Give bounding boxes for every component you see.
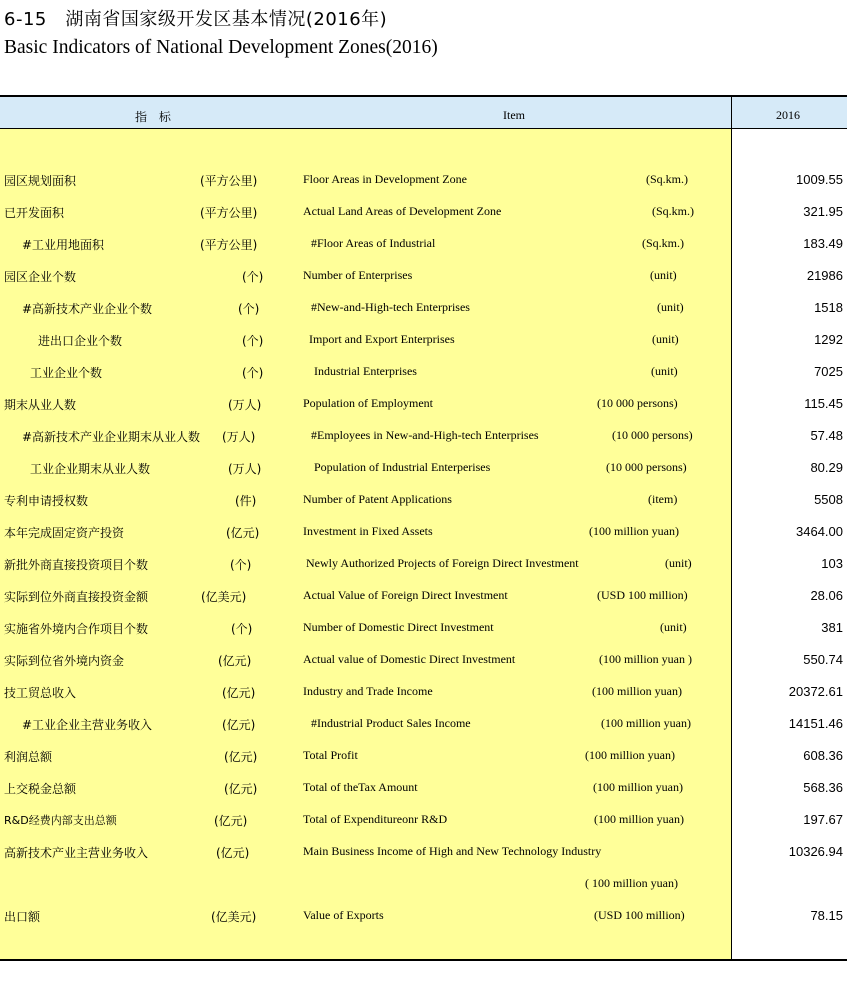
indicator-cn: 专利申请授权数 bbox=[4, 494, 89, 508]
indicator-en: Population of Industrial Enterperises bbox=[314, 460, 491, 474]
table-row bbox=[0, 201, 847, 221]
table-row bbox=[0, 585, 847, 605]
indicator-en: #Employees in New-and-High-tech Enterprises bbox=[311, 428, 539, 442]
table-row bbox=[0, 745, 847, 765]
indicator-en: Number of Patent Applications bbox=[303, 492, 452, 506]
unit-cn: (亿元) bbox=[224, 782, 258, 796]
unit-cn: (亿元) bbox=[222, 686, 256, 700]
indicator-en: Number of Enterprises bbox=[303, 268, 413, 282]
indicator-cn: 园区企业个数 bbox=[4, 270, 77, 284]
table-row bbox=[0, 425, 847, 445]
unit-en: (100 million yuan) bbox=[589, 524, 679, 538]
indicator-en: Import and Export Enterprises bbox=[309, 332, 455, 346]
indicator-cn: #工业企业主营业务收入 bbox=[22, 718, 153, 732]
unit-en: ( 100 million yuan) bbox=[585, 876, 678, 890]
unit-cn: (个) bbox=[231, 622, 253, 636]
table-row bbox=[0, 841, 847, 861]
value-2016: 568.36 bbox=[803, 780, 843, 795]
unit-en: (100 million yuan) bbox=[593, 780, 683, 794]
unit-en: (USD 100 million) bbox=[594, 908, 685, 922]
indicator-cn: 本年完成固定资产投资 bbox=[4, 526, 125, 540]
indicator-cn: 期末从业人数 bbox=[4, 398, 77, 412]
indicator-cn: 新批外商直接投资项目个数 bbox=[4, 558, 149, 572]
unit-cn: (个) bbox=[242, 270, 264, 284]
indicator-en: Main Business Income of High and New Technology Industry bbox=[303, 844, 602, 858]
unit-en: (10 000 persons) bbox=[597, 396, 678, 410]
unit-cn: (万人) bbox=[228, 398, 262, 412]
indicator-cn: 出口额 bbox=[4, 910, 41, 924]
unit-en: (USD 100 million) bbox=[597, 588, 688, 602]
table-row bbox=[0, 681, 847, 701]
table-row bbox=[0, 169, 847, 189]
indicator-cn: 利润总额 bbox=[4, 750, 53, 764]
indicator-en: Industrial Enterprises bbox=[314, 364, 417, 378]
unit-cn: (亿元) bbox=[218, 654, 252, 668]
indicator-cn: 工业企业期末从业人数 bbox=[30, 462, 151, 476]
indicator-cn: 实际到位外商直接投资金额 bbox=[4, 590, 149, 604]
header-year: 2016 bbox=[776, 108, 800, 122]
unit-cn: (亿元) bbox=[226, 526, 260, 540]
indicator-cn: 园区规划面积 bbox=[4, 174, 77, 188]
indicator-cn: #高新技术产业企业个数 bbox=[22, 302, 153, 316]
indicator-cn: 高新技术产业主营业务收入 bbox=[4, 846, 149, 860]
unit-en: (unit) bbox=[665, 556, 692, 570]
unit-en: (unit) bbox=[660, 620, 687, 634]
indicator-en: Actual Land Areas of Development Zone bbox=[303, 204, 502, 218]
unit-cn: (个) bbox=[230, 558, 252, 572]
table-row bbox=[0, 777, 847, 797]
unit-en: (Sq.km.) bbox=[652, 204, 694, 218]
table-row bbox=[0, 649, 847, 669]
table-row bbox=[0, 265, 847, 285]
unit-cn: (亿元) bbox=[214, 814, 248, 828]
unit-cn: (平方公里) bbox=[200, 238, 258, 252]
unit-cn: (平方公里) bbox=[200, 206, 258, 220]
indicator-cn: 进出口企业个数 bbox=[38, 334, 123, 348]
table-row bbox=[0, 489, 847, 509]
indicator-en: Newly Authorized Projects of Foreign Direct Investment bbox=[306, 556, 579, 570]
value-2016: 20372.61 bbox=[788, 684, 843, 699]
table-row bbox=[0, 873, 847, 893]
item-column-background bbox=[0, 129, 731, 960]
unit-cn: (平方公里) bbox=[200, 174, 258, 188]
unit-cn: (亿美元) bbox=[211, 910, 257, 924]
indicator-cn: 已开发面积 bbox=[4, 206, 65, 220]
value-2016: 14151.46 bbox=[788, 716, 843, 731]
unit-en: (100 million yuan) bbox=[585, 748, 675, 762]
unit-cn: (亿美元) bbox=[201, 590, 247, 604]
unit-cn: (万人) bbox=[228, 462, 262, 476]
unit-en: (Sq.km.) bbox=[642, 236, 684, 250]
table-row bbox=[0, 521, 847, 541]
unit-cn: (个) bbox=[242, 334, 264, 348]
indicator-cn: 实施省外境内合作项目个数 bbox=[4, 622, 149, 636]
table-header-row bbox=[0, 95, 847, 129]
value-2016: 1009.55 bbox=[796, 172, 843, 187]
table-row bbox=[0, 393, 847, 413]
header-item: Item bbox=[503, 108, 525, 122]
indicator-en: Value of Exports bbox=[303, 908, 384, 922]
indicator-cn: 技工贸总收入 bbox=[4, 686, 77, 700]
indicator-cn: R&D经费内部支出总额 bbox=[4, 814, 117, 827]
unit-cn: (亿元) bbox=[216, 846, 250, 860]
value-2016: 381 bbox=[821, 620, 843, 635]
table-row bbox=[0, 553, 847, 573]
table-row bbox=[0, 905, 847, 925]
unit-en: (100 million yuan) bbox=[592, 684, 682, 698]
value-2016: 115.45 bbox=[804, 396, 843, 411]
unit-en: (unit) bbox=[657, 300, 684, 314]
page-title-chinese: 6-15 湖南省国家级开发区基本情况(2016年) bbox=[4, 9, 388, 30]
indicator-en: Number of Domestic Direct Investment bbox=[303, 620, 494, 634]
unit-en: (10 000 persons) bbox=[612, 428, 693, 442]
unit-cn: (亿元) bbox=[222, 718, 256, 732]
indicator-en: Total of theTax Amount bbox=[303, 780, 418, 794]
value-2016: 321.95 bbox=[803, 204, 843, 219]
table-row bbox=[0, 297, 847, 317]
value-2016: 197.67 bbox=[803, 812, 843, 827]
value-2016: 3464.00 bbox=[796, 524, 843, 539]
value-2016: 10326.94 bbox=[788, 844, 843, 859]
unit-cn: (件) bbox=[235, 494, 257, 508]
indicator-cn: 实际到位省外境内资金 bbox=[4, 654, 125, 668]
indicator-en: Floor Areas in Development Zone bbox=[303, 172, 467, 186]
value-2016: 183.49 bbox=[803, 236, 843, 251]
indicator-cn: #工业用地面积 bbox=[22, 238, 105, 252]
indicators-table bbox=[0, 95, 847, 962]
value-2016: 5508 bbox=[814, 492, 843, 507]
table-row bbox=[0, 329, 847, 349]
value-2016: 550.74 bbox=[803, 652, 843, 667]
value-2016: 7025 bbox=[814, 364, 843, 379]
indicator-en: #New-and-High-tech Enterprises bbox=[311, 300, 470, 314]
unit-en: (Sq.km.) bbox=[646, 172, 688, 186]
indicator-en: Population of Employment bbox=[303, 396, 433, 410]
value-2016: 80.29 bbox=[810, 460, 843, 475]
table-row bbox=[0, 457, 847, 477]
unit-en: (100 million yuan) bbox=[601, 716, 691, 730]
indicator-en: #Floor Areas of Industrial bbox=[311, 236, 436, 250]
unit-en: (10 000 persons) bbox=[606, 460, 687, 474]
indicator-en: #Industrial Product Sales Income bbox=[311, 716, 471, 730]
indicator-en: Industry and Trade Income bbox=[303, 684, 433, 698]
table-row bbox=[0, 361, 847, 381]
indicator-en: Actual value of Domestic Direct Investment bbox=[303, 652, 516, 666]
indicator-en: Total of Expenditureonr R&D bbox=[303, 812, 448, 826]
value-2016: 1518 bbox=[814, 300, 843, 315]
unit-cn: (亿元) bbox=[224, 750, 258, 764]
header-indicator-cn: 指 标 bbox=[135, 110, 175, 124]
table-row bbox=[0, 617, 847, 637]
table-row bbox=[0, 809, 847, 829]
unit-cn: (万人) bbox=[222, 430, 256, 444]
unit-en: (unit) bbox=[650, 268, 677, 282]
unit-en: (unit) bbox=[651, 364, 678, 378]
value-2016: 103 bbox=[821, 556, 843, 571]
unit-en: (100 million yuan ) bbox=[599, 652, 692, 666]
unit-en: (unit) bbox=[652, 332, 679, 346]
value-2016: 21986 bbox=[806, 268, 843, 283]
value-2016: 1292 bbox=[814, 332, 843, 347]
unit-en: (item) bbox=[648, 492, 678, 506]
indicator-en: Investment in Fixed Assets bbox=[303, 524, 433, 538]
indicator-en: Total Profit bbox=[303, 748, 358, 762]
indicator-en: Actual Value of Foreign Direct Investment bbox=[303, 588, 508, 602]
unit-cn: (个) bbox=[242, 366, 264, 380]
value-2016: 608.36 bbox=[803, 748, 843, 763]
table-row bbox=[0, 233, 847, 253]
value-2016: 28.06 bbox=[810, 588, 843, 603]
table-bottom-rule bbox=[0, 959, 847, 961]
unit-en: (100 million yuan) bbox=[594, 812, 684, 826]
page-title-english: Basic Indicators of National Development Zones(2016) bbox=[4, 37, 438, 58]
value-2016: 78.15 bbox=[810, 908, 843, 923]
unit-cn: (个) bbox=[238, 302, 260, 316]
table-row bbox=[0, 713, 847, 733]
indicator-cn: 上交税金总额 bbox=[4, 782, 77, 796]
indicator-cn: 工业企业个数 bbox=[30, 366, 103, 380]
value-2016: 57.48 bbox=[810, 428, 843, 443]
indicator-cn: #高新技术产业企业期末从业人数 bbox=[22, 430, 201, 444]
